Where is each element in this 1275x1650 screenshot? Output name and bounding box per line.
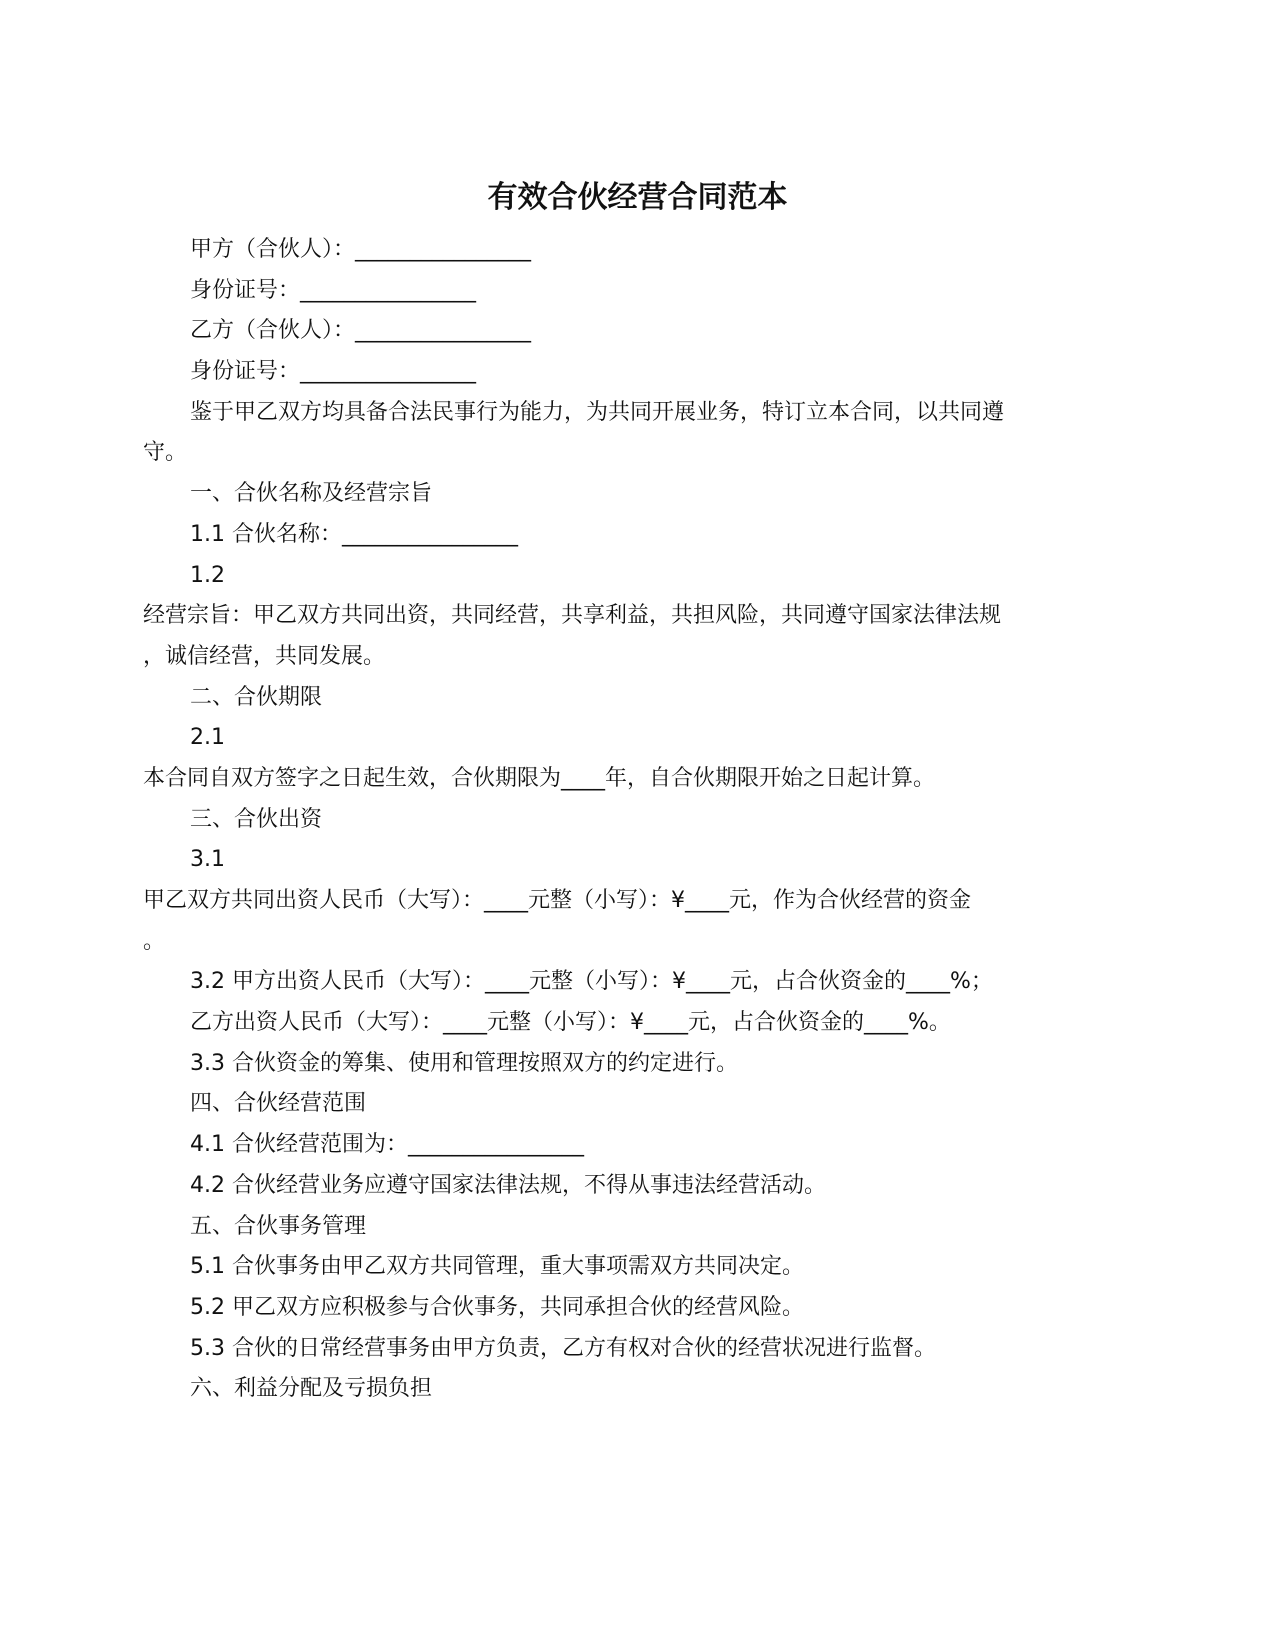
document-line: 5.2 甲乙双方应积极参与合伙事务，共同承担合伙的经营风险。 <box>190 1294 804 1320</box>
document-line: 1.2 <box>190 562 225 588</box>
document-line: 甲方（合伙人）：________________ <box>190 237 532 262</box>
document-line: 5.1 合伙事务由甲乙双方共同管理，重大事项需双方共同决定。 <box>190 1254 804 1280</box>
document-line: 3.1 <box>190 847 225 873</box>
document-line: 4.1 合伙经营范围为：________________ <box>190 1132 584 1158</box>
document-line: 四、合伙经营范围 <box>190 1091 367 1117</box>
document-title: 有效合伙经营合同范本 <box>487 180 788 215</box>
document-line: 本合同自双方签字之日起生效，合伙期限为____年，自合伙期限开始之日起计算。 <box>143 765 936 791</box>
document-line: 5.3 合伙的日常经营事务由甲方负责，乙方有权对合伙的经营状况进行监督。 <box>190 1335 936 1361</box>
document-body <box>143 230 1078 1410</box>
document-line: 身份证号：________________ <box>190 277 477 303</box>
document-line: 3.3 合伙资金的筹集、使用和管理按照双方的约定进行。 <box>190 1050 738 1076</box>
document-line: 乙方（合伙人）：________________ <box>190 318 532 344</box>
document-line: 身份证号：________________ <box>190 359 477 385</box>
document-line: 2.1 <box>190 725 225 751</box>
document-line: 鉴于甲乙双方均具备合法民事行为能力，为共同开展业务，特订立本合同，以共同遵 <box>190 399 1005 425</box>
document-line: 3.2 甲方出资人民币（大写）：____元整（小写）：¥____元，占合伙资金的____%； <box>190 969 993 995</box>
document-line: 一、合伙名称及经营宗旨 <box>190 481 433 507</box>
document-line: 1.1 合伙名称：________________ <box>190 521 518 547</box>
document-line: 六、利益分配及亏损负担 <box>190 1376 433 1402</box>
document-line: 4.2 合伙经营业务应遵守国家法律法规，不得从事违法经营活动。 <box>190 1172 826 1198</box>
document-line: 三、合伙出资 <box>190 806 323 832</box>
document-line: ，诚信经营，共同发展。 <box>143 643 386 669</box>
document-line: 。 <box>143 928 166 954</box>
document-line: 守。 <box>143 440 188 466</box>
document-line: 二、合伙期限 <box>190 684 323 710</box>
document-line: 五、合伙事务管理 <box>190 1213 367 1239</box>
document-line: 甲乙双方共同出资人民币（大写）：____元整（小写）：¥____元，作为合伙经营的资金 <box>143 888 971 913</box>
document-line: 乙方出资人民币（大写）：____元整（小写）：¥____元，占合伙资金的____%。 <box>190 1010 951 1036</box>
document-line: 经营宗旨：甲乙双方共同出资，共同经营，共享利益，共担风险，共同遵守国家法律法规 <box>143 603 1002 629</box>
